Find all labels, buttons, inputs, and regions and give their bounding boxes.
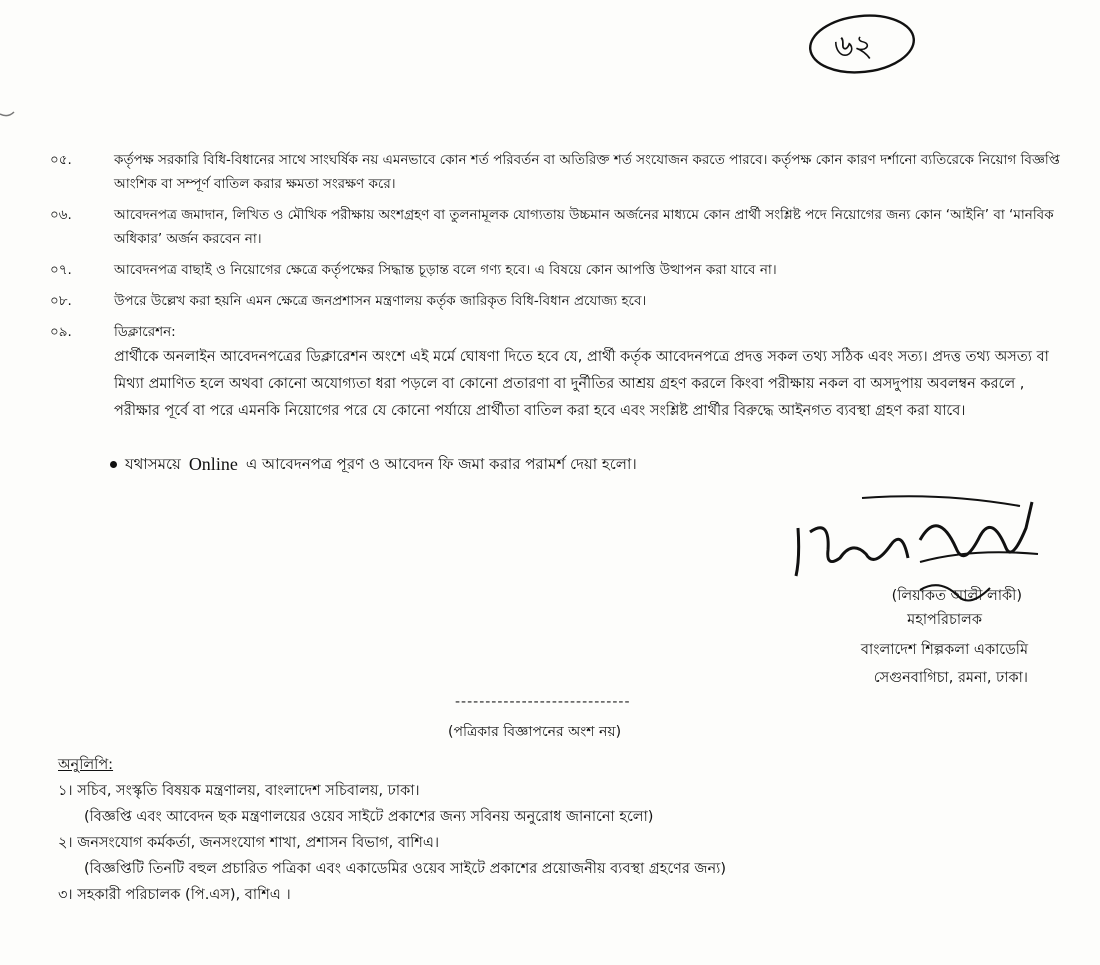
signatory-name: (লিয়াকত আলী লাকী) <box>891 588 1022 604</box>
copy-item: ২। জনসংযোগ কর্মকর্তা, জনসংযোগ শাখা, প্রশাসন বিভাগ, বাশিএ। <box>58 835 440 851</box>
notice-prefix: যথাসময়ে <box>125 455 181 473</box>
copies-heading: অনুলিপি: <box>58 757 114 773</box>
clause-05 <box>50 148 1060 196</box>
binding-mark-icon <box>0 100 20 130</box>
page-number-text: ৬২ <box>834 29 874 64</box>
clause-08 <box>50 289 1060 313</box>
clause-number: ০৮. <box>50 293 72 309</box>
clause-number: ০৬. <box>50 207 72 223</box>
copies-section <box>58 752 1058 908</box>
online-application-notice <box>110 452 637 476</box>
signature-block <box>770 488 1070 698</box>
copy-note: (বিজ্ঞপ্তি এবং আবেদন ছক মন্ত্রণালয়ের ওয়েব সাইটে প্রকাশের জন্য সবিনয় অনুরোধ জানানো হলো) <box>84 809 654 825</box>
clause-number: ০৫. <box>50 152 72 168</box>
not-part-of-ad-label: (পত্রিকার বিজ্ঞাপনের অংশ নয়) <box>448 724 622 740</box>
copy-note: (বিজ্ঞপ্তিটি তিনটি বহুল প্রচারিত পত্রিকা এবং একাডেমির ওয়েব সাইটে প্রকাশের প্রয়োজনীয় ব্যবস্থা গ্রহণের জন্য) <box>84 861 727 877</box>
clause-09-declaration <box>50 320 1060 425</box>
clause-number: ০৭. <box>50 262 72 278</box>
clause-text: কর্তৃপক্ষ সরকারি বিধি-বিধানের সাথে সাংঘর্ষিক নয় এমনভাবে কোন শর্ত পরিবর্তন বা অতিরিক্ত শর্ত সংযোজন করতে পারবে। কর্তৃপক্ষ কোন কারণ দর্শানো ব্যতিরেকে নিয়োগ বিজ্ঞপ্তি আংশিক বা সম্পূর্ণ বাতিল করার ক্ষমতা সংরক্ষণ করে। <box>114 152 1060 192</box>
clause-06 <box>50 203 1060 251</box>
page-number-circle-icon <box>800 8 920 78</box>
declaration-heading: ডিক্লারেশন: <box>114 324 176 340</box>
signatory-title: মহাপরিচালক <box>907 612 982 628</box>
clause-text: উপরে উল্লেখ করা হয়নি এমন ক্ষেত্রে জনপ্রশাসন মন্ত্রণালয় কর্তৃক জারিকৃত বিধি-বিধান প্রযোজ্য হবে। <box>114 293 647 309</box>
declaration-text: প্রার্থীকে অনলাইন আবেদনপত্রের ডিক্লারেশন অংশে এই মর্মে ঘোষণা দিতে হবে যে, প্রার্থী কর্তৃক আবেদনপত্রে প্রদত্ত সকল তথ্য সঠিক এবং সত্য। প্রদত্ত তথ্য অসত্য বা মিথ্যা প্রমাণিত হলে অথবা কোনো অযোগ্যতা ধরা পড়লে বা কোনো প্রতারণা বা দুর্নীতির আশ্রয় গ্রহণ করলে কিংবা পরীক্ষায় নকল বা অসদুপায় অবলম্বন করলে , পরীক্ষার পূর্বে বা পরে এমনকি নিয়োগের পরে যে কোনো পর্যায়ে প্রার্থীতা বাতিল করা হবে এবং সংশ্লিষ্ট প্রার্থীর বিরুদ্ধে আইনগত ব্যবস্থা গ্রহণ করা যাবে। <box>114 349 1049 419</box>
clause-text: আবেদনপত্র জমাদান, লিখিত ও মৌখিক পরীক্ষায় অংশগ্রহণ বা তুলনামূলক যোগ্যতায় উচ্চমান অর্জনের মাধ্যমে কোন প্রার্থী সংশ্লিষ্ট পদে নিয়োগের জন্য কোন ‘আইনি’ বা ‘মানবিক অধিকার’ অর্জন করবেন না। <box>114 207 1054 247</box>
notice-suffix: এ আবেদনপত্র পূরণ ও আবেদন ফি জমা করার পরামর্শ দেয়া হলো। <box>245 455 637 473</box>
handwritten-page-number <box>800 8 920 78</box>
signatory-organization: বাংলাদেশ শিল্পকলা একাডেমি <box>860 642 1028 658</box>
bullet-icon <box>110 461 117 468</box>
terms-clauses <box>50 148 1060 432</box>
signatory-address: সেগুনবাগিচা, রমনা, ঢাকা। <box>873 670 1028 686</box>
clause-07 <box>50 258 1060 282</box>
notice-online-word: Online <box>188 454 238 474</box>
clause-number: ০৯. <box>50 324 72 340</box>
copy-item: ১। সচিব, সংস্কৃতি বিষয়ক মন্ত্রণালয়, বাংলাদেশ সচিবালয়, ঢাকা। <box>58 783 420 799</box>
clause-text: আবেদনপত্র বাছাই ও নিয়োগের ক্ষেত্রে কর্তৃপক্ষের সিদ্ধান্ত চূড়ান্ত বলে গণ্য হবে। এ বিষয়ে কোন আপত্তি উত্থাপন করা যাবে না। <box>114 262 777 278</box>
copy-item: ৩। সহকারী পরিচালক (পি.এস), বাশিএ । <box>58 887 291 903</box>
divider-line: ----------------------------- <box>455 694 631 710</box>
